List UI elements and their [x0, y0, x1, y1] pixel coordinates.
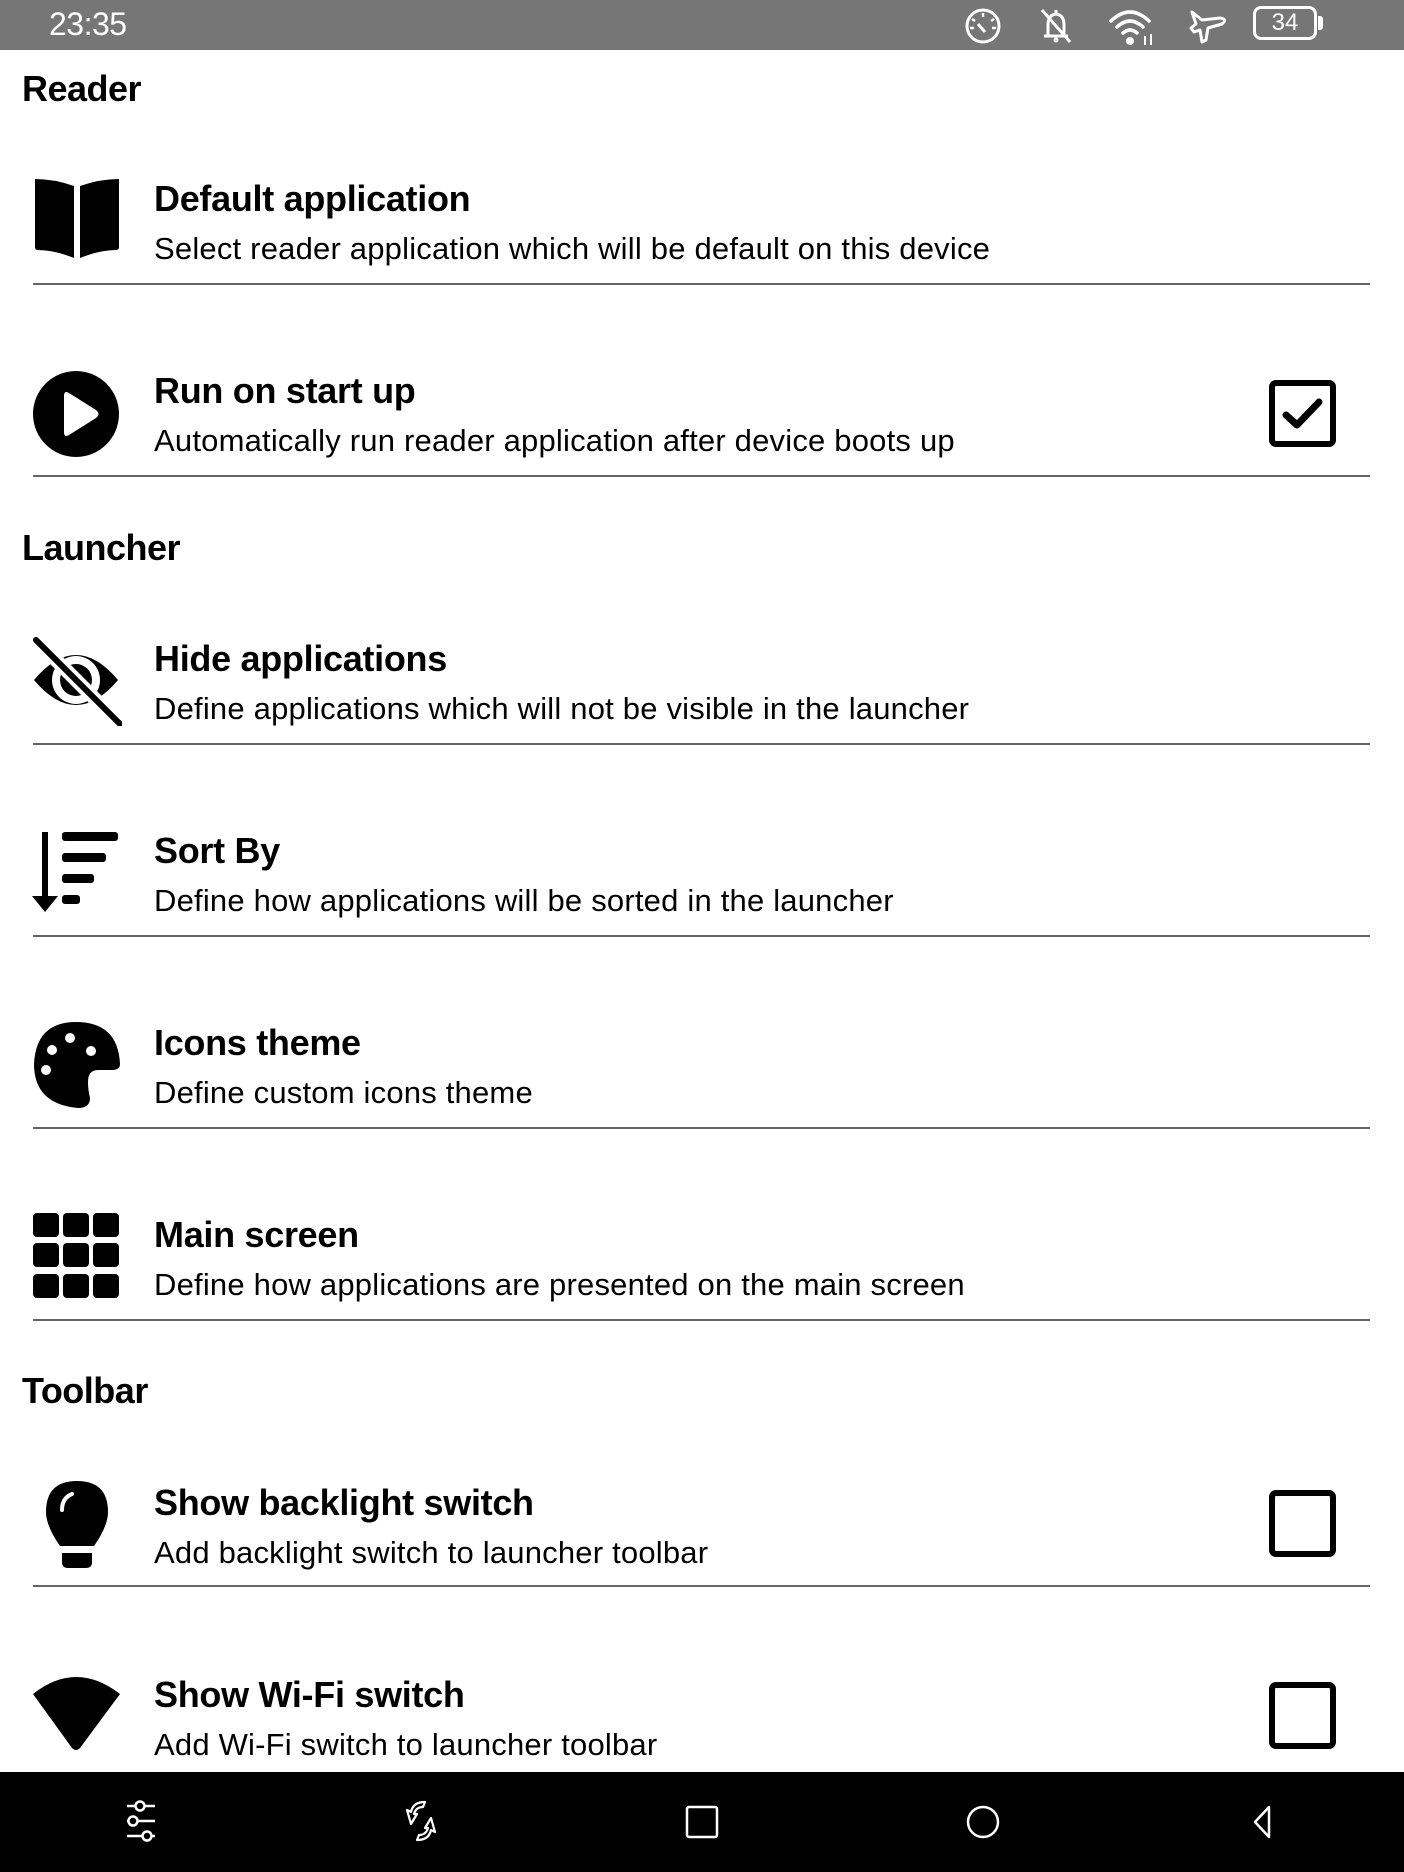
setting-hide-applications[interactable] [0, 596, 1404, 788]
battery-nub [1318, 16, 1323, 30]
section-heading-launcher: Launcher [22, 527, 181, 568]
sliders-icon[interactable] [113, 1794, 169, 1850]
setting-subtitle: Automatically run reader application after device boots up [154, 423, 955, 458]
setting-title: Show Wi-Fi switch [154, 1674, 465, 1715]
navigation-bar [0, 1772, 1404, 1872]
setting-subtitle: Define how applications will be sorted in the launcher [154, 883, 894, 918]
refresh-screen-icon[interactable] [393, 1794, 449, 1850]
wifi-data-icon [1108, 6, 1160, 46]
airplane-mode-icon [1186, 6, 1230, 46]
sort-descending-icon [32, 828, 122, 918]
divider [33, 743, 1370, 745]
lightbulb-icon [32, 1480, 122, 1570]
home-icon[interactable] [955, 1794, 1011, 1850]
setting-icons-theme[interactable] [0, 980, 1404, 1172]
show-backlight-switch-checkbox[interactable] [1269, 1490, 1336, 1557]
setting-title: Show backlight switch [154, 1482, 534, 1523]
section-heading-toolbar: Toolbar [22, 1370, 148, 1411]
setting-title: Icons theme [154, 1022, 361, 1063]
divider [33, 475, 1370, 477]
setting-main-screen[interactable] [0, 1172, 1404, 1364]
run-on-start-up-checkbox[interactable] [1269, 380, 1336, 447]
setting-subtitle: Define how applications are presented on the main screen [154, 1267, 965, 1302]
divider [33, 1127, 1370, 1129]
setting-title: Hide applications [154, 638, 447, 679]
status-time: 23:35 [49, 6, 127, 42]
setting-subtitle: Add backlight switch to launcher toolbar [154, 1535, 709, 1570]
back-icon[interactable] [1235, 1794, 1291, 1850]
section-heading-reader: Reader [22, 68, 142, 109]
divider [33, 283, 1370, 285]
setting-title: Main screen [154, 1214, 359, 1255]
setting-title: Sort By [154, 830, 280, 871]
checkmark-icon [1279, 390, 1326, 437]
grid-icon [32, 1212, 122, 1302]
play-circle-icon [32, 370, 122, 460]
status-bar [0, 0, 1404, 50]
battery-icon [1253, 6, 1317, 40]
setting-title: Run on start up [154, 370, 416, 411]
setting-run-on-start-up[interactable] [0, 328, 1404, 520]
setting-sort-by[interactable] [0, 788, 1404, 980]
palette-icon [32, 1020, 122, 1110]
divider [33, 1319, 1370, 1321]
setting-subtitle: Select reader application which will be default on this device [154, 231, 991, 266]
book-open-icon [32, 174, 122, 264]
setting-subtitle: Define applications which will not be visible in the launcher [154, 691, 970, 726]
divider [33, 935, 1370, 937]
speedometer-icon [963, 6, 1003, 44]
recents-icon[interactable] [674, 1794, 730, 1850]
setting-title: Default application [154, 178, 471, 219]
battery-level: 34 [1271, 9, 1299, 36]
notifications-off-icon [1036, 6, 1076, 46]
setting-subtitle: Define custom icons theme [154, 1075, 533, 1110]
eye-off-icon [32, 636, 122, 726]
setting-default-application[interactable] [0, 136, 1404, 328]
setting-subtitle: Add Wi-Fi switch to launcher toolbar [154, 1727, 658, 1762]
setting-show-backlight-switch[interactable] [0, 1440, 1404, 1632]
wifi-icon [32, 1672, 122, 1762]
show-wifi-switch-checkbox[interactable] [1269, 1682, 1336, 1749]
divider [33, 1585, 1370, 1587]
